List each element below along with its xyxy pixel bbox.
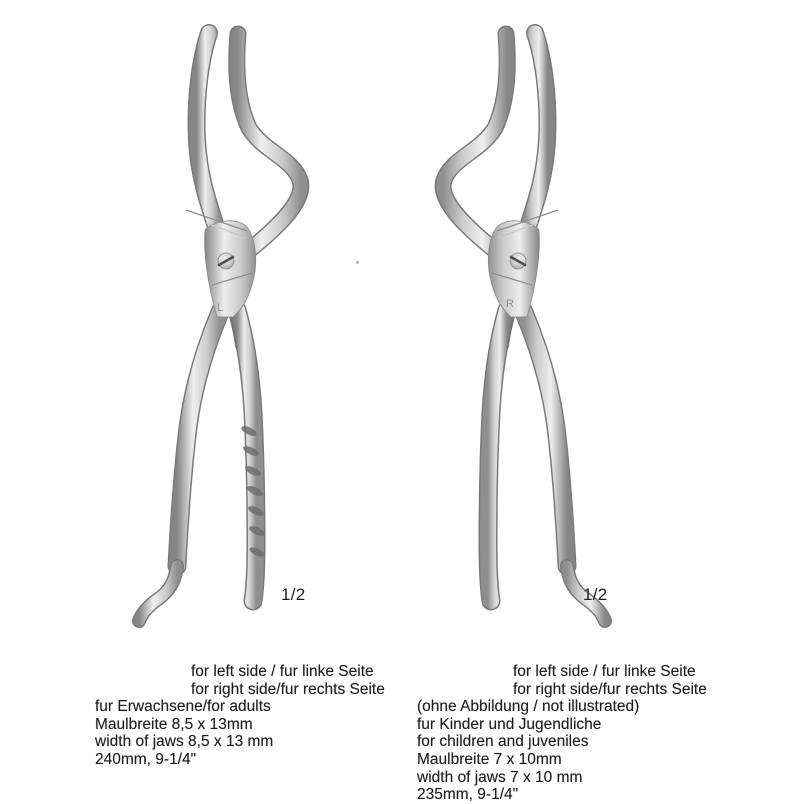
- description-line: for right side/fur rechts Seite: [191, 680, 385, 698]
- description-line: fur Erwachsene/for adults: [95, 698, 271, 716]
- description-line: for children and juveniles: [417, 733, 589, 751]
- description-line: (ohne Abbildung / not illustrated): [417, 698, 640, 716]
- description-line: Maulbreite 7 x 10mm: [417, 750, 562, 768]
- left-forceps-illustration: [139, 33, 301, 621]
- description-line: 235mm, 9-1/4": [417, 786, 519, 804]
- description-line: for right side/fur rechts Seite: [513, 680, 707, 698]
- description-line: width of jaws 7 x 10 mm: [417, 768, 583, 786]
- scale-label-right: 1/2: [583, 585, 608, 604]
- description-line: for left side / fur linke Seite: [513, 663, 696, 680]
- instrument-marking-letter-right: R: [506, 298, 514, 310]
- instrument-marking-letter-left: L: [216, 302, 224, 314]
- scan-speck: [356, 261, 359, 264]
- description-line: Maulbreite 8,5 x 13mm: [95, 715, 253, 733]
- scale-label-left: 1/2: [281, 585, 306, 604]
- description-line: 240mm, 9-1/4": [95, 750, 197, 768]
- right-forceps-illustration: [443, 33, 605, 621]
- description-line: for left side / fur linke Seite: [191, 663, 374, 680]
- product-description-left: [95, 663, 385, 769]
- description-line: width of jaws 8,5 x 13 mm: [95, 733, 274, 751]
- product-description-right: [417, 663, 707, 804]
- description-line: fur Kinder und Jugendliche: [417, 715, 602, 733]
